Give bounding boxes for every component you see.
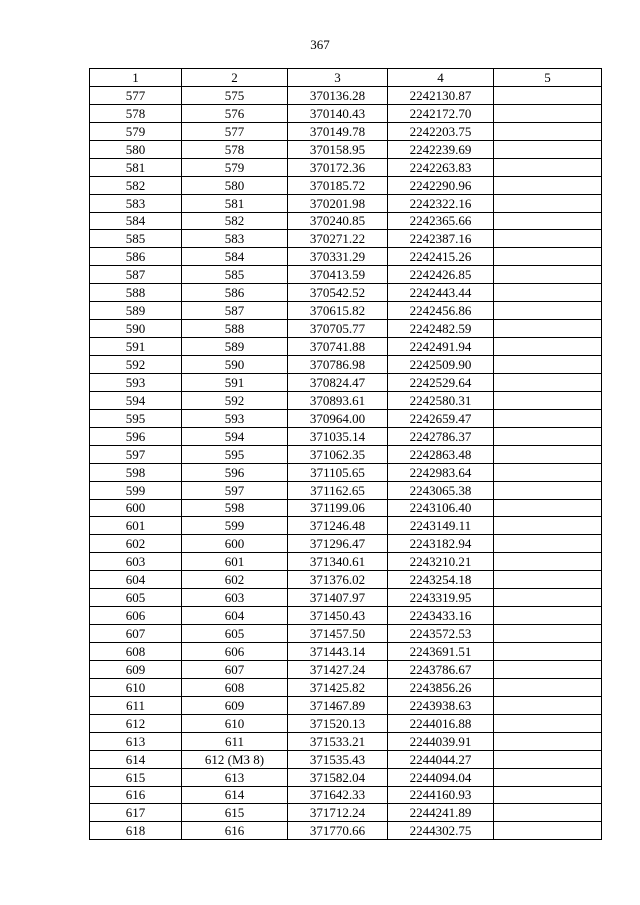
note-cell xyxy=(494,822,602,840)
note-cell xyxy=(494,230,602,248)
note-cell xyxy=(494,409,602,427)
y-coordinate-cell: 2242863.48 xyxy=(388,445,494,463)
y-coordinate-cell: 2242322.16 xyxy=(388,194,494,212)
x-coordinate-cell: 371450.43 xyxy=(288,607,388,625)
y-coordinate-cell: 2242659.47 xyxy=(388,409,494,427)
row-number-cell: 596 xyxy=(90,427,182,445)
row-number-cell: 609 xyxy=(90,660,182,678)
row-number-cell: 607 xyxy=(90,625,182,643)
point-number-cell: 600 xyxy=(182,535,288,553)
note-cell xyxy=(494,445,602,463)
table-row xyxy=(90,678,602,696)
table-body xyxy=(90,86,602,839)
x-coordinate-cell: 371535.43 xyxy=(288,750,388,768)
point-number-cell: 608 xyxy=(182,678,288,696)
row-number-cell: 595 xyxy=(90,409,182,427)
table-row xyxy=(90,786,602,804)
point-number-cell: 585 xyxy=(182,266,288,284)
x-coordinate-cell: 370893.61 xyxy=(288,391,388,409)
point-number-cell: 581 xyxy=(182,194,288,212)
table-row xyxy=(90,427,602,445)
table-row xyxy=(90,104,602,122)
x-coordinate-cell: 370136.28 xyxy=(288,86,388,104)
y-coordinate-cell: 2243319.95 xyxy=(388,589,494,607)
x-coordinate-cell: 370140.43 xyxy=(288,104,388,122)
table-row xyxy=(90,660,602,678)
y-coordinate-cell: 2242415.26 xyxy=(388,248,494,266)
row-number-cell: 614 xyxy=(90,750,182,768)
table-row xyxy=(90,284,602,302)
x-coordinate-cell: 371340.61 xyxy=(288,553,388,571)
x-coordinate-cell: 371642.33 xyxy=(288,786,388,804)
row-number-cell: 610 xyxy=(90,678,182,696)
point-number-cell: 579 xyxy=(182,158,288,176)
y-coordinate-cell: 2242786.37 xyxy=(388,427,494,445)
y-coordinate-cell: 2242482.59 xyxy=(388,320,494,338)
note-cell xyxy=(494,643,602,661)
x-coordinate-cell: 370240.85 xyxy=(288,212,388,230)
x-coordinate-cell: 371770.66 xyxy=(288,822,388,840)
x-coordinate-cell: 370185.72 xyxy=(288,176,388,194)
point-number-cell: 594 xyxy=(182,427,288,445)
table-row xyxy=(90,732,602,750)
y-coordinate-cell: 2244039.91 xyxy=(388,732,494,750)
y-coordinate-cell: 2243572.53 xyxy=(388,625,494,643)
y-coordinate-cell: 2243149.11 xyxy=(388,517,494,535)
y-coordinate-cell: 2243106.40 xyxy=(388,499,494,517)
row-number-cell: 608 xyxy=(90,643,182,661)
column-header-1: 1 xyxy=(90,69,182,87)
row-number-cell: 582 xyxy=(90,176,182,194)
note-cell xyxy=(494,122,602,140)
point-number-cell: 610 xyxy=(182,714,288,732)
point-number-cell: 590 xyxy=(182,356,288,374)
y-coordinate-cell: 2242290.96 xyxy=(388,176,494,194)
table-row xyxy=(90,804,602,822)
y-coordinate-cell: 2243433.16 xyxy=(388,607,494,625)
x-coordinate-cell: 371443.14 xyxy=(288,643,388,661)
point-number-cell: 616 xyxy=(182,822,288,840)
note-cell xyxy=(494,104,602,122)
y-coordinate-cell: 2242426.85 xyxy=(388,266,494,284)
table-row xyxy=(90,391,602,409)
note-cell xyxy=(494,517,602,535)
x-coordinate-cell: 371427.24 xyxy=(288,660,388,678)
y-coordinate-cell: 2242983.64 xyxy=(388,463,494,481)
point-number-cell: 580 xyxy=(182,176,288,194)
point-number-cell: 584 xyxy=(182,248,288,266)
row-number-cell: 612 xyxy=(90,714,182,732)
y-coordinate-cell: 2244094.04 xyxy=(388,768,494,786)
row-number-cell: 581 xyxy=(90,158,182,176)
x-coordinate-cell: 371376.02 xyxy=(288,571,388,589)
table-row xyxy=(90,302,602,320)
y-coordinate-cell: 2242172.70 xyxy=(388,104,494,122)
table-row xyxy=(90,643,602,661)
note-cell xyxy=(494,607,602,625)
column-header-2: 2 xyxy=(182,69,288,87)
x-coordinate-cell: 371162.65 xyxy=(288,481,388,499)
note-cell xyxy=(494,732,602,750)
y-coordinate-cell: 2244160.93 xyxy=(388,786,494,804)
column-header-5: 5 xyxy=(494,69,602,87)
y-coordinate-cell: 2244016.88 xyxy=(388,714,494,732)
point-number-cell: 593 xyxy=(182,409,288,427)
table-row xyxy=(90,409,602,427)
point-number-cell: 583 xyxy=(182,230,288,248)
y-coordinate-cell: 2243856.26 xyxy=(388,678,494,696)
y-coordinate-cell: 2242443.44 xyxy=(388,284,494,302)
note-cell xyxy=(494,786,602,804)
point-number-cell: 603 xyxy=(182,589,288,607)
x-coordinate-cell: 370172.36 xyxy=(288,158,388,176)
table-row xyxy=(90,373,602,391)
coordinates-table xyxy=(89,68,602,840)
note-cell xyxy=(494,158,602,176)
note-cell xyxy=(494,768,602,786)
point-number-cell: 575 xyxy=(182,86,288,104)
x-coordinate-cell: 370741.88 xyxy=(288,338,388,356)
row-number-cell: 591 xyxy=(90,338,182,356)
y-coordinate-cell: 2243691.51 xyxy=(388,643,494,661)
point-number-cell: 609 xyxy=(182,696,288,714)
table-row xyxy=(90,750,602,768)
y-coordinate-cell: 2242263.83 xyxy=(388,158,494,176)
x-coordinate-cell: 371582.04 xyxy=(288,768,388,786)
x-coordinate-cell: 370149.78 xyxy=(288,122,388,140)
note-cell xyxy=(494,481,602,499)
row-number-cell: 579 xyxy=(90,122,182,140)
table-row xyxy=(90,266,602,284)
point-number-cell: 615 xyxy=(182,804,288,822)
y-coordinate-cell: 2242456.86 xyxy=(388,302,494,320)
table-row xyxy=(90,445,602,463)
row-number-cell: 617 xyxy=(90,804,182,822)
note-cell xyxy=(494,86,602,104)
row-number-cell: 611 xyxy=(90,696,182,714)
row-number-cell: 588 xyxy=(90,284,182,302)
point-number-cell: 582 xyxy=(182,212,288,230)
point-number-cell: 612 (МЗ 8) xyxy=(182,750,288,768)
point-number-cell: 601 xyxy=(182,553,288,571)
note-cell xyxy=(494,176,602,194)
row-number-cell: 603 xyxy=(90,553,182,571)
x-coordinate-cell: 371407.97 xyxy=(288,589,388,607)
x-coordinate-cell: 371199.06 xyxy=(288,499,388,517)
point-number-cell: 576 xyxy=(182,104,288,122)
y-coordinate-cell: 2242203.75 xyxy=(388,122,494,140)
point-number-cell: 613 xyxy=(182,768,288,786)
table-row xyxy=(90,194,602,212)
row-number-cell: 602 xyxy=(90,535,182,553)
point-number-cell: 605 xyxy=(182,625,288,643)
y-coordinate-cell: 2243254.18 xyxy=(388,571,494,589)
point-number-cell: 597 xyxy=(182,481,288,499)
table-row xyxy=(90,212,602,230)
row-number-cell: 585 xyxy=(90,230,182,248)
table-row xyxy=(90,122,602,140)
row-number-cell: 586 xyxy=(90,248,182,266)
y-coordinate-cell: 2242365.66 xyxy=(388,212,494,230)
point-number-cell: 614 xyxy=(182,786,288,804)
note-cell xyxy=(494,302,602,320)
x-coordinate-cell: 371246.48 xyxy=(288,517,388,535)
row-number-cell: 590 xyxy=(90,320,182,338)
table-row xyxy=(90,463,602,481)
row-number-cell: 605 xyxy=(90,589,182,607)
note-cell xyxy=(494,553,602,571)
y-coordinate-cell: 2242130.87 xyxy=(388,86,494,104)
table-row xyxy=(90,714,602,732)
x-coordinate-cell: 370786.98 xyxy=(288,356,388,374)
note-cell xyxy=(494,625,602,643)
row-number-cell: 618 xyxy=(90,822,182,840)
x-coordinate-cell: 370201.98 xyxy=(288,194,388,212)
table-row xyxy=(90,517,602,535)
point-number-cell: 596 xyxy=(182,463,288,481)
table-row xyxy=(90,230,602,248)
x-coordinate-cell: 371520.13 xyxy=(288,714,388,732)
x-coordinate-cell: 370271.22 xyxy=(288,230,388,248)
point-number-cell: 611 xyxy=(182,732,288,750)
note-cell xyxy=(494,391,602,409)
point-number-cell: 587 xyxy=(182,302,288,320)
note-cell xyxy=(494,248,602,266)
y-coordinate-cell: 2243182.94 xyxy=(388,535,494,553)
x-coordinate-cell: 370615.82 xyxy=(288,302,388,320)
column-header-3: 3 xyxy=(288,69,388,87)
row-number-cell: 580 xyxy=(90,140,182,158)
y-coordinate-cell: 2243786.67 xyxy=(388,660,494,678)
point-number-cell: 577 xyxy=(182,122,288,140)
y-coordinate-cell: 2244241.89 xyxy=(388,804,494,822)
table-row xyxy=(90,535,602,553)
note-cell xyxy=(494,804,602,822)
point-number-cell: 588 xyxy=(182,320,288,338)
y-coordinate-cell: 2242239.69 xyxy=(388,140,494,158)
row-number-cell: 593 xyxy=(90,373,182,391)
point-number-cell: 595 xyxy=(182,445,288,463)
x-coordinate-cell: 371035.14 xyxy=(288,427,388,445)
x-coordinate-cell: 371712.24 xyxy=(288,804,388,822)
table-row xyxy=(90,86,602,104)
y-coordinate-cell: 2244044.27 xyxy=(388,750,494,768)
row-number-cell: 597 xyxy=(90,445,182,463)
row-number-cell: 587 xyxy=(90,266,182,284)
table-row xyxy=(90,320,602,338)
point-number-cell: 586 xyxy=(182,284,288,302)
table-row xyxy=(90,696,602,714)
table-row xyxy=(90,822,602,840)
y-coordinate-cell: 2243938.63 xyxy=(388,696,494,714)
y-coordinate-cell: 2243210.21 xyxy=(388,553,494,571)
y-coordinate-cell: 2243065.38 xyxy=(388,481,494,499)
note-cell xyxy=(494,750,602,768)
y-coordinate-cell: 2242491.94 xyxy=(388,338,494,356)
note-cell xyxy=(494,571,602,589)
row-number-cell: 592 xyxy=(90,356,182,374)
x-coordinate-cell: 371296.47 xyxy=(288,535,388,553)
note-cell xyxy=(494,266,602,284)
x-coordinate-cell: 370824.47 xyxy=(288,373,388,391)
y-coordinate-cell: 2242580.31 xyxy=(388,391,494,409)
y-coordinate-cell: 2242509.90 xyxy=(388,356,494,374)
x-coordinate-cell: 371425.82 xyxy=(288,678,388,696)
header-row xyxy=(90,69,602,87)
y-coordinate-cell: 2242529.64 xyxy=(388,373,494,391)
note-cell xyxy=(494,463,602,481)
point-number-cell: 607 xyxy=(182,660,288,678)
x-coordinate-cell: 370964.00 xyxy=(288,409,388,427)
note-cell xyxy=(494,320,602,338)
note-cell xyxy=(494,714,602,732)
table-row xyxy=(90,625,602,643)
y-coordinate-cell: 2244302.75 xyxy=(388,822,494,840)
row-number-cell: 616 xyxy=(90,786,182,804)
page-number: 367 xyxy=(310,37,330,52)
row-number-cell: 577 xyxy=(90,86,182,104)
table-row xyxy=(90,158,602,176)
row-number-cell: 599 xyxy=(90,481,182,499)
note-cell xyxy=(494,338,602,356)
point-number-cell: 591 xyxy=(182,373,288,391)
x-coordinate-cell: 370331.29 xyxy=(288,248,388,266)
row-number-cell: 615 xyxy=(90,768,182,786)
row-number-cell: 598 xyxy=(90,463,182,481)
table-row xyxy=(90,768,602,786)
row-number-cell: 584 xyxy=(90,212,182,230)
x-coordinate-cell: 371105.65 xyxy=(288,463,388,481)
table-row xyxy=(90,140,602,158)
note-cell xyxy=(494,427,602,445)
row-number-cell: 601 xyxy=(90,517,182,535)
note-cell xyxy=(494,499,602,517)
point-number-cell: 592 xyxy=(182,391,288,409)
row-number-cell: 583 xyxy=(90,194,182,212)
table-row xyxy=(90,553,602,571)
table-row xyxy=(90,176,602,194)
note-cell xyxy=(494,140,602,158)
x-coordinate-cell: 371062.35 xyxy=(288,445,388,463)
x-coordinate-cell: 371533.21 xyxy=(288,732,388,750)
point-number-cell: 589 xyxy=(182,338,288,356)
note-cell xyxy=(494,373,602,391)
row-number-cell: 600 xyxy=(90,499,182,517)
table-row xyxy=(90,248,602,266)
row-number-cell: 594 xyxy=(90,391,182,409)
x-coordinate-cell: 370705.77 xyxy=(288,320,388,338)
note-cell xyxy=(494,589,602,607)
note-cell xyxy=(494,535,602,553)
table-header xyxy=(90,69,602,87)
note-cell xyxy=(494,194,602,212)
point-number-cell: 602 xyxy=(182,571,288,589)
point-number-cell: 598 xyxy=(182,499,288,517)
point-number-cell: 604 xyxy=(182,607,288,625)
note-cell xyxy=(494,284,602,302)
note-cell xyxy=(494,696,602,714)
note-cell xyxy=(494,660,602,678)
column-header-4: 4 xyxy=(388,69,494,87)
table-row xyxy=(90,499,602,517)
table-row xyxy=(90,571,602,589)
table-row xyxy=(90,338,602,356)
x-coordinate-cell: 371457.50 xyxy=(288,625,388,643)
note-cell xyxy=(494,212,602,230)
y-coordinate-cell: 2242387.16 xyxy=(388,230,494,248)
x-coordinate-cell: 370413.59 xyxy=(288,266,388,284)
table-row xyxy=(90,607,602,625)
row-number-cell: 606 xyxy=(90,607,182,625)
point-number-cell: 599 xyxy=(182,517,288,535)
note-cell xyxy=(494,356,602,374)
point-number-cell: 578 xyxy=(182,140,288,158)
table-row xyxy=(90,481,602,499)
x-coordinate-cell: 371467.89 xyxy=(288,696,388,714)
note-cell xyxy=(494,678,602,696)
row-number-cell: 589 xyxy=(90,302,182,320)
table-row xyxy=(90,356,602,374)
x-coordinate-cell: 370542.52 xyxy=(288,284,388,302)
row-number-cell: 578 xyxy=(90,104,182,122)
table-row xyxy=(90,589,602,607)
point-number-cell: 606 xyxy=(182,643,288,661)
row-number-cell: 613 xyxy=(90,732,182,750)
x-coordinate-cell: 370158.95 xyxy=(288,140,388,158)
row-number-cell: 604 xyxy=(90,571,182,589)
